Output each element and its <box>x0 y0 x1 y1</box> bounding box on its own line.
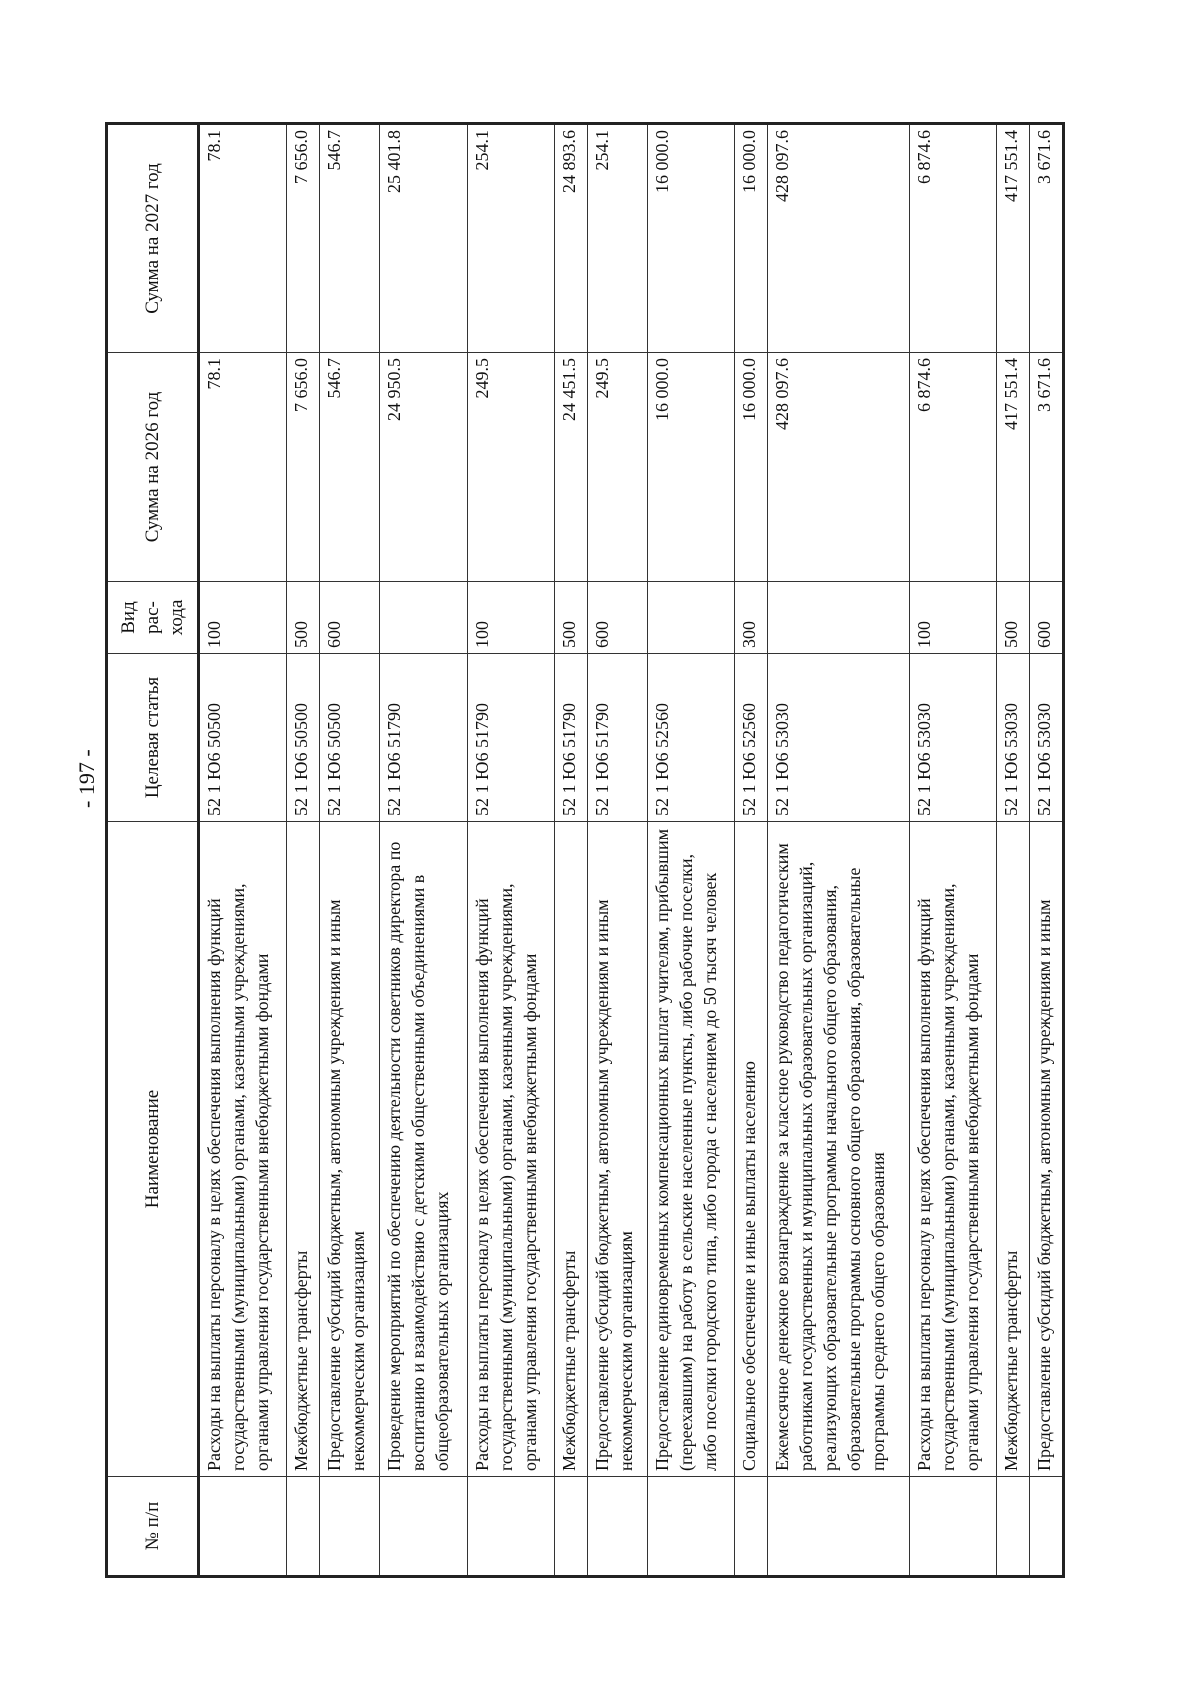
cell-name: Предоставление субсидий бюджетным, автономным учреждениям и иным некоммерческим организациям <box>587 822 647 1477</box>
cell-code: 52 1 Ю6 50500 <box>320 654 380 822</box>
cell-sum-2027: 546.7 <box>320 124 380 353</box>
cell-sum-2026: 7 656.0 <box>287 353 320 582</box>
cell-name: Межбюджетные трансферты <box>554 822 587 1477</box>
cell-code: 52 1 Ю6 53030 <box>909 654 996 822</box>
cell-sum-2027: 16 000.0 <box>735 124 768 353</box>
cell-type <box>380 582 467 654</box>
cell-type: 600 <box>1029 582 1063 654</box>
page-number: - 197 - <box>74 749 99 808</box>
cell-num <box>647 1477 734 1577</box>
cell-sum-2027: 16 000.0 <box>647 124 734 353</box>
cell-sum-2027: 254.1 <box>587 124 647 353</box>
table-row <box>287 124 320 1577</box>
cell-sum-2026: 249.5 <box>467 353 554 582</box>
cell-name: Расходы на выплаты персоналу в целях обеспечения выполнения функций государственными (муниципальными) органами, казенными учреждениями, органами управления государственными внебюджетными фондами <box>199 822 287 1477</box>
cell-sum-2026: 24 950.5 <box>380 353 467 582</box>
cell-sum-2027: 3 671.6 <box>1029 124 1063 353</box>
cell-name: Ежемесячное денежное вознаграждение за классное руководство педагогическим работникам государственных и муниципальных образовательных организаций, реализующих образовательные программы начального общего образования, образовательные программы основного общего образования, образовательные программы среднего общего образования <box>768 822 910 1477</box>
cell-code: 52 1 Ю6 50500 <box>287 654 320 822</box>
rotated-page-content <box>105 125 1065 1578</box>
cell-num <box>554 1477 587 1577</box>
cell-sum-2027: 254.1 <box>467 124 554 353</box>
table-row <box>554 124 587 1577</box>
header-sum-2027: Сумма на 2027 год <box>107 124 199 353</box>
cell-code: 52 1 Ю6 53030 <box>768 654 910 822</box>
table-row <box>768 124 910 1577</box>
cell-code: 52 1 Ю6 50500 <box>199 654 287 822</box>
cell-type: 300 <box>735 582 768 654</box>
cell-name: Межбюджетные трансферты <box>997 822 1030 1477</box>
cell-type <box>768 582 910 654</box>
cell-code: 52 1 Ю6 53030 <box>997 654 1030 822</box>
cell-sum-2026: 24 451.5 <box>554 353 587 582</box>
table-row <box>997 124 1030 1577</box>
header-type: Вид рас-хода <box>107 582 199 654</box>
cell-num <box>768 1477 910 1577</box>
cell-sum-2027: 78.1 <box>199 124 287 353</box>
cell-num <box>320 1477 380 1577</box>
cell-sum-2027: 24 893.6 <box>554 124 587 353</box>
cell-name: Расходы на выплаты персоналу в целях обеспечения выполнения функций государственными (муниципальными) органами, казенными учреждениями, органами управления государственными внебюджетными фондами <box>467 822 554 1477</box>
cell-name: Предоставление единовременных компенсационных выплат учителям, прибывшим (переехавшим) на работу в сельские населенные пункты, либо рабочие поселки, либо поселки городского типа, либо города с населением до 50 тысяч человек <box>647 822 734 1477</box>
table-row <box>320 124 380 1577</box>
cell-sum-2026: 3 671.6 <box>1029 353 1063 582</box>
cell-num <box>380 1477 467 1577</box>
cell-sum-2026: 249.5 <box>587 353 647 582</box>
cell-num <box>587 1477 647 1577</box>
cell-sum-2026: 417 551.4 <box>997 353 1030 582</box>
table-header-row <box>107 124 199 1577</box>
cell-sum-2027: 7 656.0 <box>287 124 320 353</box>
cell-num <box>467 1477 554 1577</box>
cell-type: 500 <box>287 582 320 654</box>
cell-sum-2026: 546.7 <box>320 353 380 582</box>
cell-type: 500 <box>997 582 1030 654</box>
cell-num <box>199 1477 287 1577</box>
cell-code: 52 1 Ю6 51790 <box>554 654 587 822</box>
cell-sum-2026: 428 097.6 <box>768 353 910 582</box>
cell-num <box>997 1477 1030 1577</box>
cell-sum-2026: 16 000.0 <box>735 353 768 582</box>
cell-name: Межбюджетные трансферты <box>287 822 320 1477</box>
table-row <box>467 124 554 1577</box>
table-row <box>199 124 287 1577</box>
cell-name: Социальное обеспечение и иные выплаты населению <box>735 822 768 1477</box>
cell-type: 100 <box>467 582 554 654</box>
cell-type: 600 <box>587 582 647 654</box>
cell-sum-2026: 16 000.0 <box>647 353 734 582</box>
cell-code: 52 1 Ю6 52560 <box>735 654 768 822</box>
cell-num <box>287 1477 320 1577</box>
cell-sum-2027: 6 874.6 <box>909 124 996 353</box>
cell-name: Проведение мероприятий по обеспечению деятельности советников директора по воспитанию и взаимодействию с детскими общественными объединениями в общеобразовательных организациях <box>380 822 467 1477</box>
cell-num <box>909 1477 996 1577</box>
table-row <box>647 124 734 1577</box>
cell-type: 100 <box>199 582 287 654</box>
cell-sum-2027: 428 097.6 <box>768 124 910 353</box>
cell-type: 100 <box>909 582 996 654</box>
cell-name: Расходы на выплаты персоналу в целях обеспечения выполнения функций государственными (муниципальными) органами, казенными учреждениями, органами управления государственными внебюджетными фондами <box>909 822 996 1477</box>
cell-code: 52 1 Ю6 51790 <box>587 654 647 822</box>
cell-sum-2027: 25 401.8 <box>380 124 467 353</box>
cell-sum-2026: 78.1 <box>199 353 287 582</box>
cell-code: 52 1 Ю6 52560 <box>647 654 734 822</box>
cell-num <box>735 1477 768 1577</box>
table-row <box>735 124 768 1577</box>
budget-table <box>105 122 1065 1578</box>
cell-type: 600 <box>320 582 380 654</box>
cell-type <box>647 582 734 654</box>
cell-name: Предоставление субсидий бюджетным, автономным учреждениям и иным <box>1029 822 1063 1477</box>
table-row <box>1029 124 1063 1577</box>
cell-code: 52 1 Ю6 53030 <box>1029 654 1063 822</box>
cell-sum-2026: 6 874.6 <box>909 353 996 582</box>
cell-num <box>1029 1477 1063 1577</box>
header-name: Наименование <box>107 822 199 1477</box>
cell-code: 52 1 Ю6 51790 <box>380 654 467 822</box>
header-num: № п/п <box>107 1477 199 1577</box>
header-code: Целевая статья <box>107 654 199 822</box>
cell-sum-2027: 417 551.4 <box>997 124 1030 353</box>
table-row <box>380 124 467 1577</box>
header-sum-2026: Сумма на 2026 год <box>107 353 199 582</box>
table-row <box>587 124 647 1577</box>
cell-code: 52 1 Ю6 51790 <box>467 654 554 822</box>
table-row <box>909 124 996 1577</box>
cell-type: 500 <box>554 582 587 654</box>
cell-name: Предоставление субсидий бюджетным, автономным учреждениям и иным некоммерческим организациям <box>320 822 380 1477</box>
